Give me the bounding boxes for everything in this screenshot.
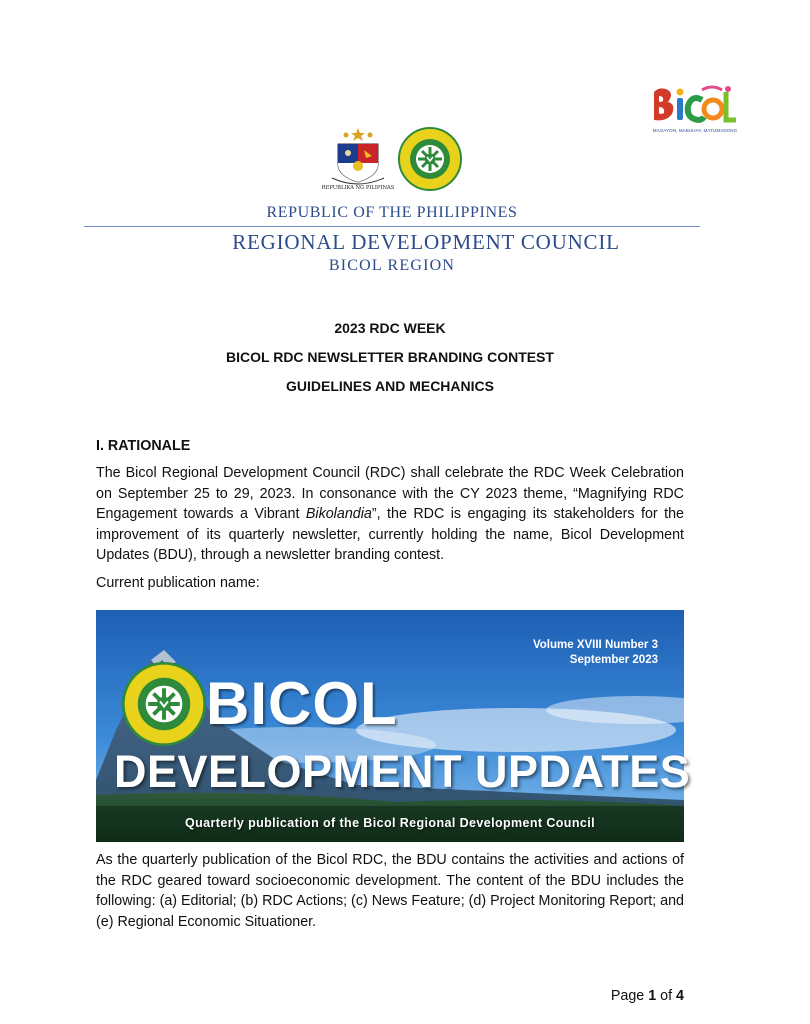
bicol-region-logo	[650, 84, 740, 140]
banner-volume: Volume XVIII Number 3	[532, 639, 658, 651]
letterhead-region: BICOL REGION	[328, 257, 456, 274]
section-heading-rationale: I. RATIONALE	[96, 438, 191, 454]
rationale-paragraph	[96, 463, 684, 566]
banner-title-bottom: DEVELOPMENT UPDATES	[114, 746, 691, 797]
document-title-line-2: BICOL RDC NEWSLETTER BRANDING CONTEST	[226, 349, 554, 365]
page-current: 1	[648, 988, 657, 1004]
page-number	[580, 988, 684, 1004]
banner-rdc-seal	[122, 662, 206, 746]
document-title-line-1: 2023 RDC WEEK	[334, 320, 446, 336]
letterhead-divider	[84, 226, 700, 227]
page-prefix: Page	[610, 988, 649, 1004]
page-of: of	[656, 988, 677, 1004]
bdu-description-paragraph: As the quarterly publication of the Bicol RDC, the BDU contains the activities and actions of the RDC geared toward socioeconomic development. The content of the BDU includes the following: (a) Editorial; (b) RDC Actions; (c) News Feature; (d) Project Monitoring Report; and (e) Regional Economic Situationer.	[96, 852, 684, 930]
current-publication-label: Current publication name:	[96, 575, 260, 591]
letterhead-council: REGIONAL DEVELOPMENT COUNCIL	[232, 230, 620, 254]
letterhead-republic: REPUBLIC OF THE PHILIPPINES	[266, 204, 518, 221]
banner-date: September 2023	[569, 654, 658, 666]
page-total: 4	[676, 988, 684, 1004]
philippine-seal	[321, 126, 395, 192]
document-title-line-3: GUIDELINES AND MECHANICS	[286, 378, 494, 394]
banner-title-top: BICOL	[206, 670, 398, 737]
rationale-text-end: ”, the RDC is engaging its stakeholders for the improvement of its quarterly newsletter, currently holding the name, Bicol Development Updates (BDU), through a newsletter branding contest.	[96, 506, 684, 564]
banner-subtitle: Quarterly publication of the Bicol Regional Development Council	[185, 816, 595, 830]
rdc-seal	[398, 127, 462, 191]
bicol-logo-tagline: MAGAYON, MABUHAY, MATUMADONG	[652, 128, 738, 133]
rationale-text-start: The Bicol Regional Development Council (RDC) shall celebrate the RDC Week Celebration on September 25 to 29, 2023. In consonance with the CY 2023 theme, “Magnifying RDC Engagement towards a Vibrant	[96, 465, 684, 523]
banner-issue-info	[533, 638, 658, 668]
bdu-banner-image	[96, 610, 691, 842]
ph-seal-motto: REPUBLIKA NG PILIPINAS	[321, 185, 395, 191]
rationale-emphasis: Bikolandia	[305, 506, 372, 523]
bicol-logo-graphic	[650, 84, 740, 128]
